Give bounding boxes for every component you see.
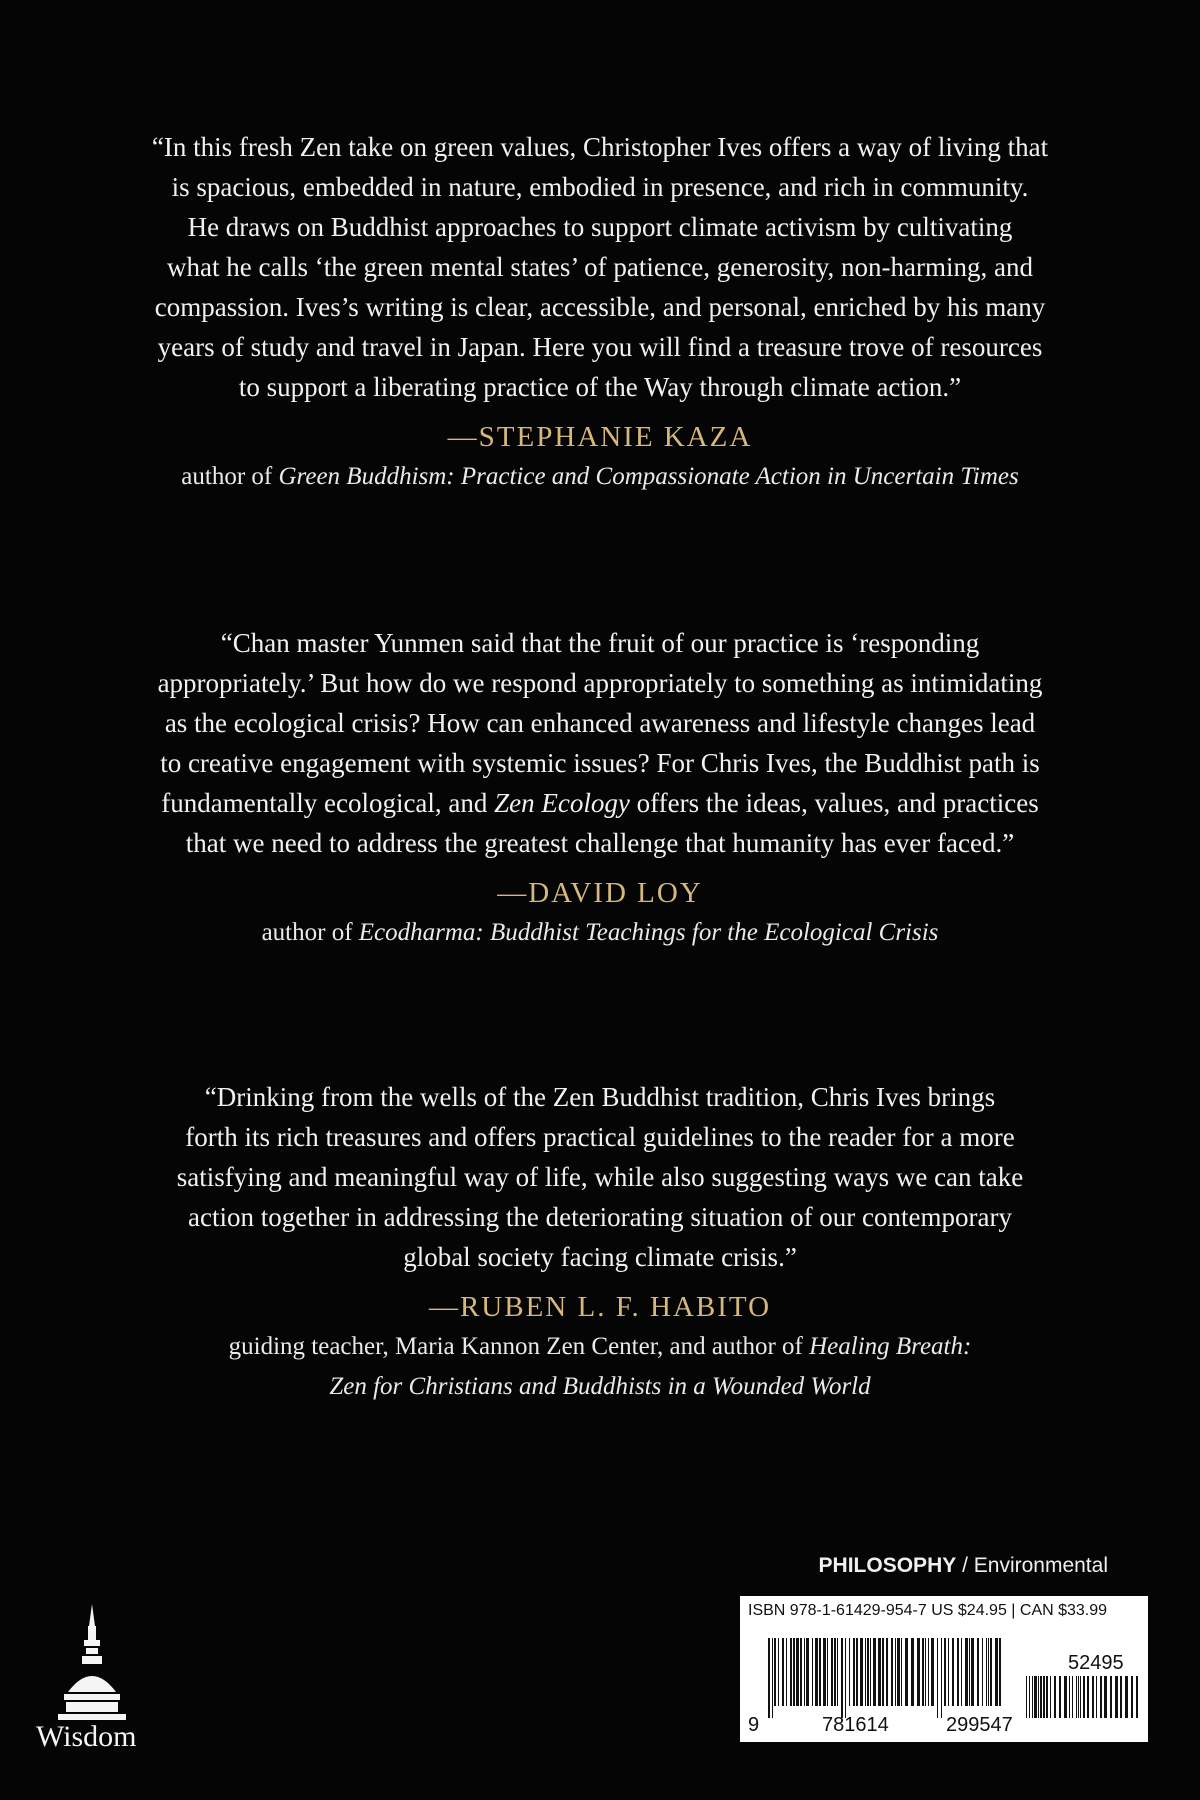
barcode-bar (1136, 1676, 1138, 1718)
barcode-bar (1131, 1676, 1133, 1718)
book-title: Zen Ecology (494, 788, 630, 818)
barcode-bar (957, 1638, 959, 1706)
barcode-bar (845, 1638, 846, 1718)
barcode-bar (860, 1638, 863, 1706)
barcode-bar (1100, 1676, 1102, 1718)
barcode-bar (1046, 1676, 1048, 1718)
book-title: Green Buddhism: Practice and Compassionate Action in Uncertain Times (278, 463, 1019, 490)
barcode-bar (1125, 1676, 1128, 1718)
barcode-bar (827, 1638, 828, 1706)
barcode-bar (937, 1638, 938, 1718)
barcode-bar (1050, 1676, 1051, 1718)
endorser-credit: guiding teacher, Maria Kannon Zen Center, and author of Healing Breath: Zen for Christians and Buddhists in a Wounded World (228, 1333, 972, 1400)
barcode-bar (1034, 1676, 1037, 1718)
barcode-digit-group-2: 299547 (946, 1714, 1013, 1736)
isbn-price-line: ISBN 978-1-61429-954-7 US $24.95 | CAN $33.99 (748, 1602, 1108, 1619)
barcode-bar (786, 1638, 787, 1706)
barcode-bar (800, 1638, 802, 1706)
barcode-bar (1120, 1676, 1122, 1718)
barcode-bar (999, 1638, 1001, 1706)
barcode-panel (740, 1596, 1148, 1742)
barcode-bar (865, 1638, 866, 1706)
barcode-bar (793, 1638, 795, 1706)
barcode-bar (768, 1638, 770, 1718)
barcode-bar (782, 1638, 784, 1706)
endorsement-1 (100, 127, 1100, 497)
barcode-bar (905, 1638, 908, 1706)
barcode-bar (1083, 1676, 1085, 1718)
barcode-bar (882, 1638, 884, 1706)
book-title: Ecodharma: Buddhist Teachings for the Ecological Crisis (358, 919, 939, 946)
endorsement-3 (100, 1077, 1100, 1407)
barcode-bar (897, 1638, 900, 1706)
barcode-bar (1040, 1676, 1042, 1718)
barcode-bar (1115, 1676, 1118, 1718)
barcode-bar (812, 1638, 813, 1706)
barcode-bar (1104, 1676, 1107, 1718)
barcode-bar (774, 1638, 776, 1706)
barcode-bar (1072, 1676, 1073, 1718)
endorser-credit: author of Green Buddhism: Practice and Compassionate Action in Uncertain Times (181, 463, 1019, 490)
barcode-bar (1032, 1676, 1033, 1718)
barcode-bar (1069, 1676, 1070, 1718)
barcode-addon-number: 52495 (1068, 1652, 1124, 1674)
barcode-bar (977, 1638, 979, 1706)
barcode-bar (895, 1638, 896, 1706)
endorser-name: —DAVID LOY (497, 877, 703, 909)
barcode-bar (952, 1638, 954, 1706)
book-category: PHILOSOPHY / Environmental (818, 1554, 1108, 1577)
barcode-bar (982, 1638, 983, 1706)
endorsement-quote: “Chan master Yunmen said that the fruit of our practice is ‘responding appropriately.’ But how do we respond appropriately to something as intimidating as the ecological crisis? How can enhanced awareness and lifestyle changes lead to creative engagement with systemic issues? For Chris Ives, the Buddhist path is fundamentally ecological, and Zen Ecology offers the ideas, values, and practices that we need to address the greatest challenge that humanity has ever faced.” (157, 628, 1043, 858)
barcode-bar (849, 1638, 850, 1706)
barcode-bar (941, 1638, 942, 1718)
barcode-bar (948, 1638, 949, 1706)
book-title: Zen for Christians and Buddhists in a Wounded World (329, 1373, 871, 1400)
barcode-bar (804, 1638, 805, 1706)
barcode-bar (925, 1638, 926, 1706)
barcode-bar (1026, 1676, 1027, 1718)
barcode-bar (873, 1638, 876, 1706)
barcode-bar (988, 1638, 989, 1706)
barcode-bar (867, 1638, 869, 1706)
barcode-bar (1080, 1676, 1081, 1718)
barcode-bar (815, 1638, 818, 1706)
endorser-credit: author of Ecodharma: Buddhist Teachings for the Ecological Crisis (261, 919, 939, 946)
barcode-bar (1054, 1676, 1056, 1718)
book-title: Healing Breath: (809, 1333, 972, 1360)
endorser-name: —RUBEN L. F. HABITO (428, 1291, 772, 1323)
barcode-bar (928, 1638, 929, 1706)
endorsement-2 (100, 623, 1100, 953)
barcode-bar (1043, 1676, 1045, 1718)
barcode-bar (790, 1638, 792, 1706)
barcode-bar (1059, 1676, 1061, 1718)
barcode-bar (886, 1638, 888, 1706)
barcode-bar (796, 1638, 799, 1706)
barcode-bar (969, 1638, 970, 1706)
barcode-bar (834, 1638, 836, 1706)
barcode-bar (961, 1638, 962, 1706)
barcode-bar (922, 1638, 924, 1706)
barcode-bar (917, 1638, 920, 1706)
publisher-name: Wisdom (36, 1720, 137, 1753)
barcode-bar (837, 1638, 838, 1706)
barcode-bar (901, 1638, 902, 1706)
barcode-bar (878, 1638, 881, 1706)
endorser-name: —STEPHANIE KAZA (447, 421, 753, 453)
barcode-bar (911, 1638, 914, 1706)
barcode-digit-prefix: 9 (748, 1714, 760, 1736)
barcode-bar (986, 1638, 987, 1706)
barcode-bar (772, 1638, 773, 1718)
barcode-bar (819, 1638, 821, 1706)
endorsement-quote: “In this fresh Zen take on green values, Christopher Ives offers a way of living that is spacious, embedded in nature, embodied in presence, and rich in community. He draws on Buddhist approaches to support climate activism by cultivating what he calls ‘the green mental states’ of patience, generosity, non-harming, and compassion. Ives’s writing is clear, accessible, and personal, enriched by his many years of study and travel in Japan. Here you will find a treasure trove of resources to support a liberating practice of the Way through climate action.” (151, 132, 1049, 402)
barcode-bar (841, 1638, 843, 1718)
barcode-bar (1076, 1676, 1077, 1718)
barcode-bar (778, 1638, 779, 1706)
barcode-bar (1096, 1676, 1097, 1718)
barcode-bar (853, 1638, 855, 1706)
barcode-bar (1092, 1676, 1094, 1718)
barcode-bar (971, 1638, 974, 1706)
barcode-bar (1038, 1676, 1039, 1718)
barcode-bar (1029, 1676, 1030, 1718)
barcode-bar (823, 1638, 826, 1706)
barcode-bar (806, 1638, 809, 1706)
barcode-bar (1087, 1676, 1089, 1718)
barcode-bar (965, 1638, 968, 1706)
barcode-bar (990, 1638, 992, 1706)
barcode-bar (931, 1638, 934, 1706)
barcode-bar (995, 1638, 998, 1706)
barcode-bar (1064, 1676, 1067, 1718)
barcode-digit-group-1: 781614 (822, 1714, 889, 1736)
barcode-bar (1078, 1676, 1079, 1718)
endorsement-quote: “Drinking from the wells of the Zen Buddhist tradition, Chris Ives brings forth its rich treasures and offers practical guidelines to the reader for a more satisfying and meaningful way of life, while also suggesting ways we can take action together in addressing the deteriorating situation of our contemporary global society facing climate crisis.” (176, 1082, 1024, 1272)
barcode-bar (856, 1638, 858, 1706)
barcode-bar (870, 1638, 871, 1706)
barcode-bar (831, 1638, 833, 1706)
barcode-bar (891, 1638, 893, 1706)
barcode-bar (1110, 1676, 1112, 1718)
barcode-bar (944, 1638, 946, 1706)
